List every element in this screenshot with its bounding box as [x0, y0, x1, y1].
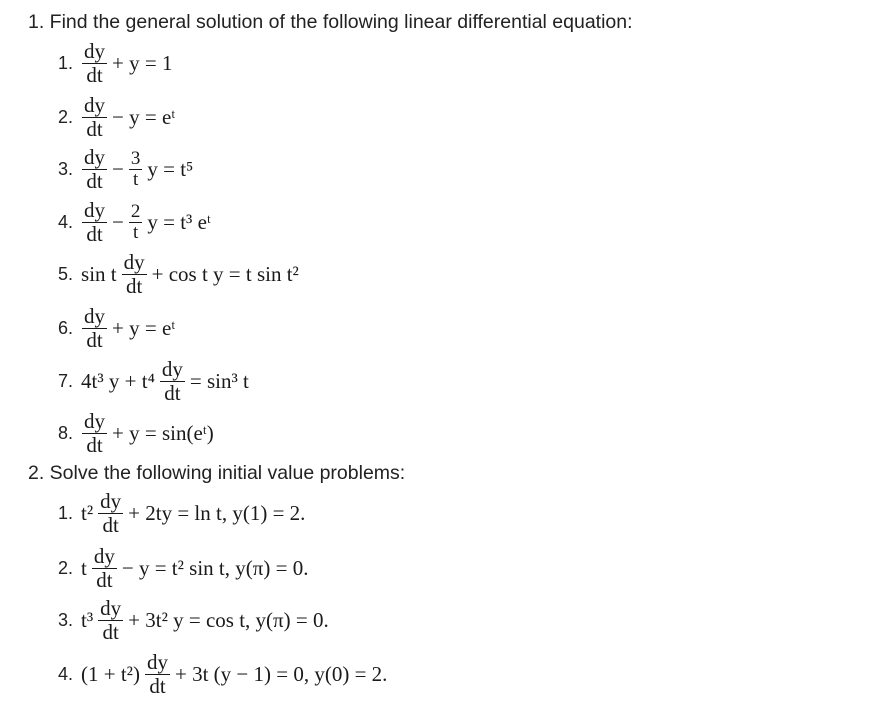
- derivative-fraction: [82, 40, 107, 87]
- derivative-fraction: [92, 545, 117, 592]
- ivp-2-1: [58, 490, 307, 537]
- derivative-fraction: [82, 305, 107, 352]
- item-number: 7.: [58, 371, 74, 392]
- equation-rest: − y = t² sin t, y(π) = 0.: [121, 556, 309, 581]
- item-number: 1.: [58, 53, 74, 74]
- derivative-fraction: [145, 651, 170, 698]
- fraction-numerator: dy: [161, 357, 183, 381]
- fraction-numerator: dy: [123, 250, 145, 274]
- item-number: 5.: [58, 264, 74, 285]
- item-number: 2.: [58, 558, 74, 579]
- equation-prefix: sin t: [81, 262, 117, 287]
- derivative-fraction: [122, 251, 147, 298]
- fraction-denominator: dt: [86, 117, 103, 142]
- equation-rest: + y = sin(eᵗ): [112, 421, 214, 446]
- fraction-denominator: dt: [86, 63, 103, 88]
- fraction-numerator: 3: [130, 148, 141, 169]
- equation-1-1: [58, 40, 174, 87]
- fraction-numerator: dy: [84, 145, 106, 169]
- fraction-denominator: dt: [164, 381, 181, 406]
- equation-prefix: (1 + t²): [81, 662, 140, 687]
- derivative-fraction: [98, 490, 123, 537]
- equation-rest: + 3t² y = cos t, y(π) = 0.: [128, 608, 329, 633]
- ivp-2-2: [58, 545, 310, 592]
- fraction-numerator: dy: [146, 650, 168, 674]
- fraction-denominator: dt: [102, 513, 119, 538]
- equation-rest: + 2ty = ln t, y(1) = 2.: [128, 501, 306, 526]
- equation-rest: + y = 1: [112, 51, 173, 76]
- equation-prefix: t²: [81, 501, 94, 526]
- equation-rest: = sin³ t: [189, 369, 249, 394]
- derivative-fraction: [82, 94, 107, 141]
- item-number: 4.: [58, 664, 74, 685]
- equation-1-4: [58, 199, 213, 246]
- fraction-denominator: dt: [86, 433, 103, 458]
- fraction-denominator: dt: [86, 169, 103, 194]
- item-number: 4.: [58, 212, 74, 233]
- equation-1-8: [58, 410, 216, 457]
- minus-sign: −: [112, 210, 124, 235]
- equation-rest: − y = eᵗ: [112, 105, 176, 130]
- derivative-fraction: [82, 410, 107, 457]
- fraction-denominator: dt: [86, 222, 103, 247]
- item-number: 3.: [58, 610, 74, 631]
- fraction-denominator: dt: [102, 620, 119, 645]
- section-1-heading: 1. Find the general solution of the following linear differential equation:: [28, 11, 633, 33]
- section-2-heading: 2. Solve the following initial value problems:: [28, 462, 406, 484]
- equation-prefix: 4t³ y + t⁴: [81, 369, 155, 394]
- fraction-denominator: dt: [96, 568, 113, 593]
- item-number: 3.: [58, 159, 74, 180]
- ivp-2-3: [58, 597, 331, 644]
- derivative-fraction: [160, 358, 185, 405]
- fraction-numerator: dy: [84, 304, 106, 328]
- fraction-numerator: dy: [84, 409, 106, 433]
- fraction-numerator: dy: [100, 596, 122, 620]
- equation-rest: y = t⁵: [147, 157, 194, 182]
- fraction-denominator: t: [132, 222, 139, 244]
- item-number: 6.: [58, 318, 74, 339]
- equation-prefix: t: [81, 556, 87, 581]
- item-number: 1.: [58, 503, 74, 524]
- fraction-denominator: dt: [149, 674, 166, 699]
- fraction-numerator: 2: [130, 201, 141, 222]
- equation-1-3: [58, 146, 195, 193]
- equation-1-5: [58, 251, 301, 298]
- equation-rest: + y = eᵗ: [112, 316, 176, 341]
- minus-sign: −: [112, 157, 124, 182]
- fraction-numerator: dy: [93, 544, 115, 568]
- fraction-numerator: dy: [100, 489, 122, 513]
- fraction-numerator: dy: [84, 198, 106, 222]
- equation-rest: + 3t (y − 1) = 0, y(0) = 2.: [174, 662, 388, 687]
- equation-1-7: [58, 358, 251, 405]
- fraction-denominator: dt: [125, 274, 143, 299]
- ivp-2-4: [58, 651, 389, 698]
- item-number: 8.: [58, 423, 74, 444]
- equation-prefix: t³: [81, 608, 94, 633]
- derivative-fraction: [98, 597, 123, 644]
- equation-rest: + cos t y = t sin t²: [151, 262, 299, 287]
- derivative-fraction: [82, 146, 107, 193]
- equation-1-6: [58, 305, 177, 352]
- coefficient-fraction: [129, 202, 143, 243]
- fraction-numerator: dy: [84, 39, 106, 63]
- equation-1-2: [58, 94, 177, 141]
- item-number: 2.: [58, 107, 74, 128]
- coefficient-fraction: [129, 149, 143, 190]
- derivative-fraction: [82, 199, 107, 246]
- fraction-denominator: dt: [86, 328, 103, 353]
- equation-rest: y = t³ eᵗ: [147, 210, 211, 235]
- fraction-numerator: dy: [84, 93, 106, 117]
- fraction-denominator: t: [132, 169, 139, 191]
